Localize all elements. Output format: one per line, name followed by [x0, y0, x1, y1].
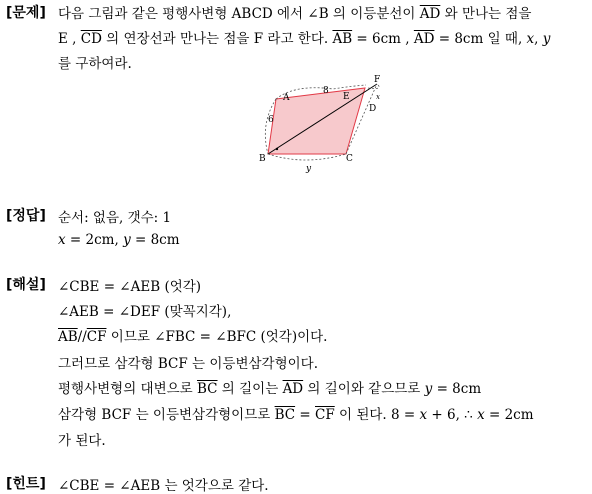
side-label-ef: x — [376, 93, 380, 101]
text-segment: 이 된다. 8 = — [334, 407, 420, 423]
point-label-A: A — [283, 93, 290, 103]
explanation-line — [58, 300, 231, 320]
text-segment: 의 길이는 — [217, 381, 283, 397]
math-variable: x — [526, 31, 535, 47]
text-segment: 가 된다. — [58, 433, 106, 449]
text-segment: = — [295, 407, 315, 423]
explanation-line — [58, 429, 106, 449]
text-segment: 그러므로 삼각형 BCF 는 이등변삼각형이다. — [58, 356, 318, 372]
overlined-segment: $\overline{CD}$ — [80, 31, 102, 47]
text-segment: 를 구하여라. — [58, 56, 132, 72]
math-variable: x — [58, 232, 66, 248]
math-variable: y — [123, 232, 131, 248]
angle-dot — [276, 148, 278, 150]
text-segment: ∠CBE = ∠AEB (엇각) — [58, 279, 202, 295]
overlined-segment: $\overline{AB}$ — [332, 31, 353, 47]
overlined-segment: $\overline{AD}$ — [413, 31, 435, 47]
text-segment: ∠AEB = ∠DEF (맞꼭지각), — [58, 304, 232, 320]
explanation-label: [해설] — [6, 277, 46, 293]
text-segment: 와 만나는 점을 — [440, 6, 532, 22]
overlined-segment: $\overline{BC}$ — [274, 407, 296, 423]
dotted-arc-bottom — [268, 154, 346, 160]
problem-label: [문제] — [6, 5, 46, 21]
answer-line — [58, 206, 171, 226]
math-variable: y — [542, 31, 551, 47]
point-label-F: F — [374, 75, 381, 85]
overlined-segment: $\overline{CF}$ — [315, 407, 335, 423]
explanation-line — [58, 352, 318, 372]
text-segment: + 6, ∴ — [427, 407, 478, 423]
text-segment: 의 연장선과 만나는 점을 F 라고 한다. — [101, 31, 333, 47]
math-variable: y — [424, 381, 433, 397]
point-label-D: D — [369, 104, 377, 114]
side-label-ad: 8 — [323, 86, 329, 96]
overlined-segment: $\overline{AB}$ — [58, 329, 78, 345]
text-segment: = 2cm — [484, 407, 534, 423]
text-segment: = 2cm, — [65, 232, 124, 248]
text-segment: 삼각형 BCF 는 이등변삼각형이므로 — [58, 407, 275, 423]
answer-line — [58, 232, 180, 248]
text-segment: 평행사변형의 대변으로 — [58, 381, 197, 397]
math-variable: x — [477, 407, 485, 423]
text-segment: 이므로 ∠FBC = ∠BFC (엇각)이다. — [106, 329, 328, 345]
text-segment: 다음 그림과 같은 평행사변형 ABCD 에서 ∠B 의 이등분선이 — [58, 6, 420, 22]
overlined-segment: $\overline{AD}$ — [419, 6, 441, 22]
text-segment: 의 길이와 같으므로 — [303, 381, 425, 397]
text-segment: = 8cm — [130, 232, 180, 248]
text-segment: = 8cm 일 때, — [434, 31, 527, 47]
overlined-segment: $\overline{AD}$ — [282, 381, 304, 397]
text-segment: = 6cm , — [352, 31, 414, 47]
explanation-line — [58, 325, 327, 345]
text-segment: 순서: 없음, 갯수: 1 — [58, 210, 172, 226]
text-segment: , — [534, 31, 543, 47]
side-label-ab: 6 — [268, 115, 274, 125]
problem-line — [58, 27, 550, 47]
explanation-line — [58, 275, 201, 295]
point-label-E: E — [343, 92, 350, 102]
explanation-line — [58, 403, 534, 423]
text-segment: = 8cm — [432, 381, 482, 397]
point-label-B: B — [259, 154, 266, 164]
explanation-line — [58, 377, 481, 397]
problem-line — [58, 52, 132, 72]
point-label-C: C — [346, 154, 353, 164]
math-variable: x — [419, 407, 428, 423]
hint-label: [힌트] — [6, 476, 46, 492]
answer-label: [정답] — [6, 208, 46, 224]
side-label-bc: y — [306, 164, 312, 174]
overlined-segment: $\overline{BC}$ — [197, 381, 218, 397]
problem-line — [58, 2, 531, 22]
overlined-segment: $\overline{CF}$ — [86, 329, 107, 345]
text-segment: // — [77, 329, 87, 345]
parallelogram-figure — [250, 72, 390, 174]
text-segment: ∠CBE = ∠AEB 는 엇각으로 같다. — [58, 478, 269, 494]
hint-line — [58, 474, 269, 494]
text-segment: E , — [58, 31, 81, 47]
